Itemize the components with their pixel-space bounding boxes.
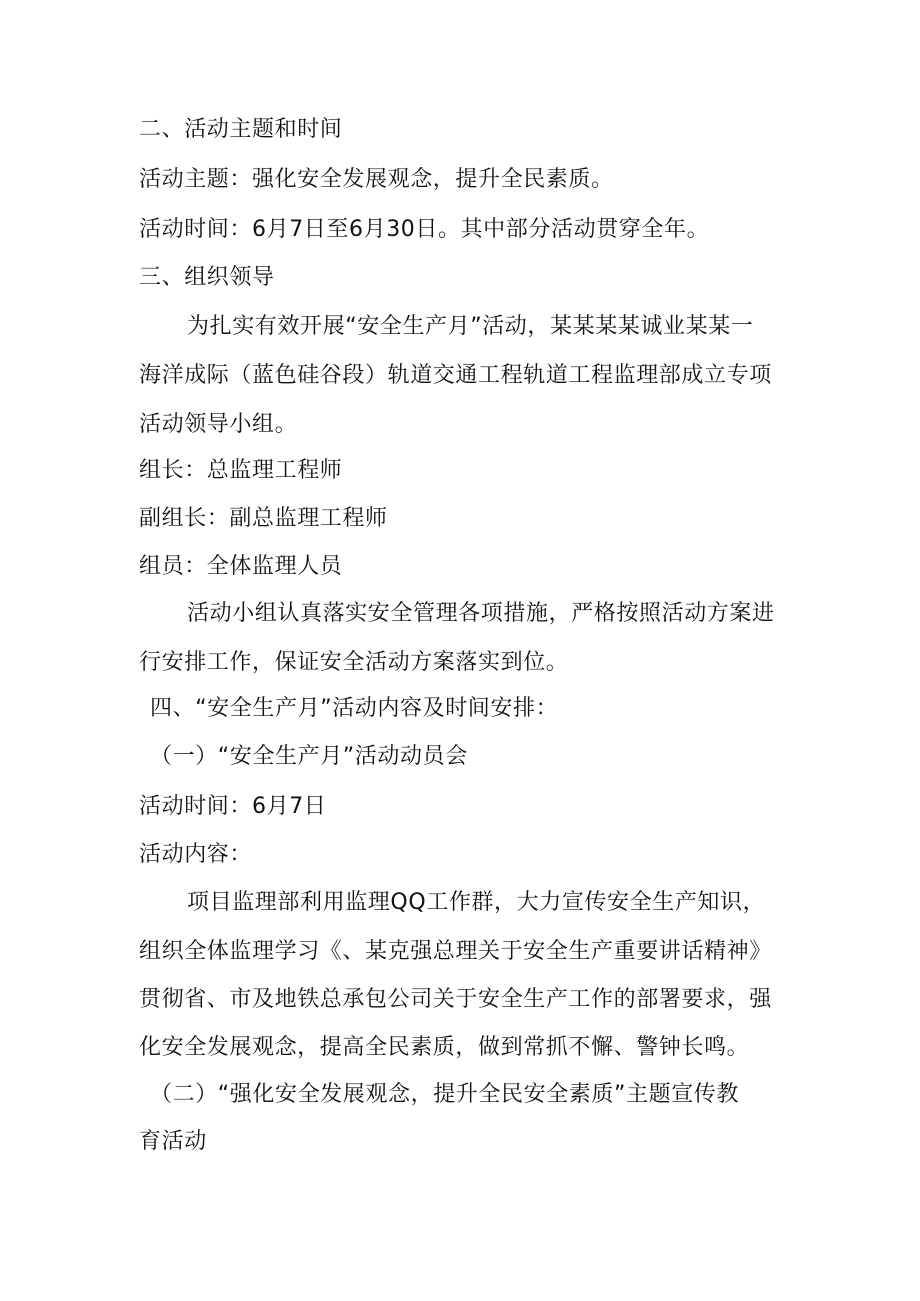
paragraph-measures-line-1: 活动小组认真落实安全管理各项措施，严格按照活动方案进 <box>187 601 775 626</box>
paragraph-measures-line-2: 行安排工作，保证安全活动方案落实到位。 <box>139 650 569 675</box>
paragraph-content-line-2: 组织全体监理学习《、某克强总理关于安全生产重要讲话精神》 <box>139 939 772 964</box>
paragraph-content-line-1: 项目监理部利用监理QQ工作群，大力宣传安全生产知识， <box>187 890 766 915</box>
section-heading-content-schedule: 四、“安全生产月”活动内容及时间安排： <box>150 696 559 721</box>
section-heading-theme-time: 二、活动主题和时间 <box>139 117 343 142</box>
activity-theme-line: 活动主题：强化安全发展观念，提升全民素质。 <box>139 167 614 192</box>
deputy-leader-line: 副组长：副总监理工程师 <box>139 506 388 531</box>
subsection-heading-mobilization: （一）“安全生产月”活动动员会 <box>150 744 468 769</box>
section-heading-organization: 三、组织领导 <box>139 265 275 290</box>
paragraph-content-line-4: 化安全发展观念，提高全民素质，做到常抓不懈、警钟长鸣。 <box>139 1035 750 1060</box>
paragraph-organization-line-2: 海洋成际（蓝色硅谷段）轨道交通工程轨道工程监理部成立专项 <box>139 363 772 388</box>
members-line: 组员：全体监理人员 <box>139 554 343 579</box>
group-leader-line: 组长：总监理工程师 <box>139 458 343 483</box>
paragraph-content-line-3: 贯彻省、市及地铁总承包公司关于安全生产工作的部署要求，强 <box>139 987 772 1012</box>
subsection-heading-education-line-1: （二）“强化安全发展观念，提升全民安全素质”主题宣传教 <box>150 1082 739 1107</box>
paragraph-organization-line-3: 活动领导小组。 <box>139 412 298 437</box>
activity-time-line: 活动时间：6月7日至6月30日。其中部分活动贯穿全年。 <box>139 217 710 242</box>
mobilization-content-label: 活动内容： <box>139 842 253 867</box>
paragraph-organization-line-1: 为扎实有效开展“安全生产月”活动，某某某某诚业某某一 <box>187 314 754 339</box>
mobilization-time-line: 活动时间：6月7日 <box>139 794 327 819</box>
subsection-heading-education-line-2: 育活动 <box>139 1129 207 1154</box>
